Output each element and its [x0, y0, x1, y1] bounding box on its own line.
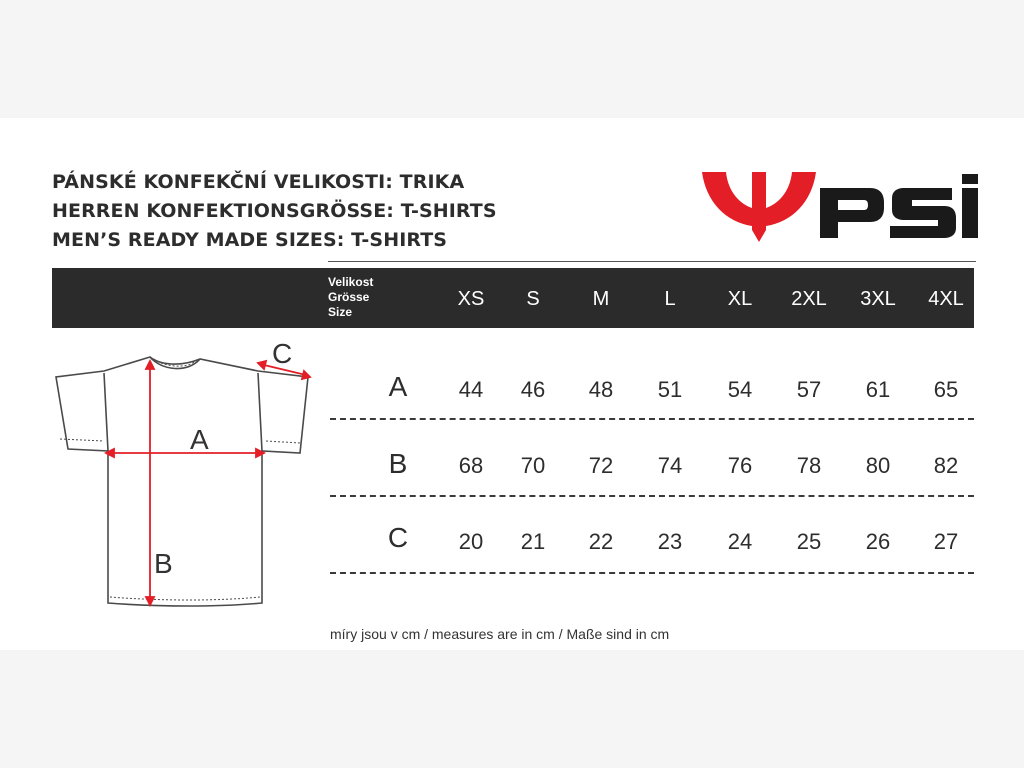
size-m: M [592, 288, 610, 310]
cell-c-s: 21 [520, 529, 546, 554]
title-english: MEN’S READY MADE SIZES: T-SHIRTS [52, 229, 448, 251]
cell-c-3xl: 26 [865, 529, 891, 554]
chart-titles [52, 168, 497, 255]
logo-emblem-icon [702, 172, 816, 242]
row-divider [330, 418, 974, 420]
cell-a-xs: 44 [458, 377, 484, 402]
size-xl: XL [727, 288, 753, 310]
cell-b-4xl: 82 [933, 453, 959, 478]
size-4xl: 4XL [928, 288, 964, 310]
size-xs: XS [457, 288, 485, 310]
cell-b-l: 74 [657, 453, 683, 478]
cell-b-2xl: 78 [796, 453, 822, 478]
cell-b-s: 70 [520, 453, 546, 478]
tshirt-outline-icon [56, 357, 308, 606]
diagram-label-b: B [154, 548, 173, 579]
cell-c-xl: 24 [727, 529, 753, 554]
cell-b-xl: 76 [727, 453, 753, 478]
cell-b-m: 72 [588, 453, 614, 478]
cell-b-xs: 68 [458, 453, 484, 478]
cell-c-4xl: 27 [933, 529, 959, 554]
cell-c-2xl: 25 [796, 529, 822, 554]
size-label [328, 275, 373, 320]
row-letter-b: B [388, 448, 408, 479]
row-divider [330, 495, 974, 497]
units-note: míry jsou v cm / measures are in cm / Maße sind in cm [330, 626, 670, 642]
size-l: L [664, 288, 676, 310]
diagram-label-a: A [190, 424, 209, 455]
row-letter-c: C [387, 522, 409, 553]
cell-a-l: 51 [657, 377, 683, 402]
cell-c-m: 22 [588, 529, 614, 554]
size-label-english: Size [328, 305, 353, 319]
row-divider [330, 572, 974, 574]
cell-a-4xl: 65 [933, 377, 959, 402]
cell-a-3xl: 61 [865, 377, 891, 402]
size-2xl: 2XL [791, 288, 827, 310]
logo-wordmark-icon [820, 174, 978, 238]
size-label-czech: Velikost [328, 275, 374, 289]
cell-a-m: 48 [588, 377, 614, 402]
cell-a-xl: 54 [727, 377, 753, 402]
size-3xl: 3XL [860, 288, 896, 310]
size-header-bar [52, 268, 974, 328]
cell-c-xs: 20 [458, 529, 484, 554]
title-divider [328, 261, 976, 262]
size-s: S [526, 288, 540, 310]
cell-a-s: 46 [520, 377, 546, 402]
tshirt-diagram [50, 335, 320, 615]
psi-logo [700, 168, 980, 244]
title-czech: PÁNSKÉ KONFEKČNÍ VELIKOSTI: TRIKA [52, 171, 465, 193]
cell-a-2xl: 57 [796, 377, 822, 402]
cell-c-l: 23 [657, 529, 683, 554]
row-letter-a: A [388, 371, 408, 402]
cell-b-3xl: 80 [865, 453, 891, 478]
size-label-german: Grösse [328, 290, 370, 304]
title-german: HERREN KONFEKTIONSGRÖSSE: T-SHIRTS [52, 200, 497, 222]
diagram-label-c: C [272, 338, 293, 369]
